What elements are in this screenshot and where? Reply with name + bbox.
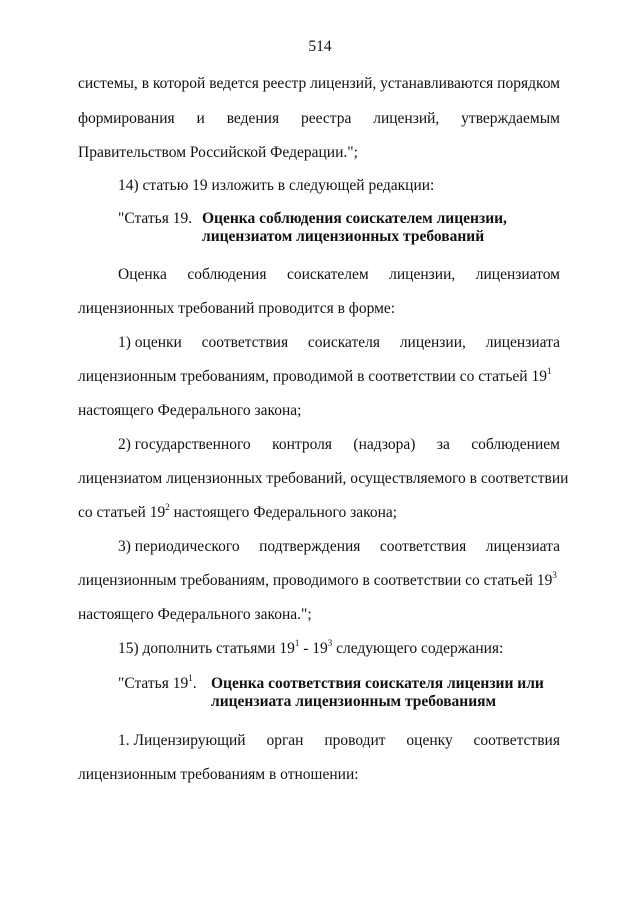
text-line-2 [78,110,560,128]
word: (надзора) [353,436,416,453]
text-line [118,732,560,750]
superscript: 1 [294,638,300,648]
text-segment: лицензионным требованиям, проводимой в соответствии со статьей 19 [78,368,547,385]
text-line [118,266,560,284]
text-line [78,368,560,386]
word: 1. Лицензирующий [118,732,246,749]
superscript: 1 [188,673,193,683]
word: лицензиатом [475,266,560,283]
word: которой [152,75,206,92]
word: проводит [324,732,386,749]
article-19-1-heading [118,675,560,713]
text-segment: 15) дополнить статьями 19 [118,640,295,657]
article-label: "Статья 19. [118,210,193,227]
word: устанавливаются [380,75,494,92]
amendment-15 [118,640,560,658]
text-segment: со статьей 19 [78,504,166,521]
article-19-heading [118,210,560,248]
word: орган [266,732,304,749]
article-title-cont: лицензиата лицензионным требованиям [211,693,497,710]
label-end: . [192,675,197,692]
text-line: лицензиатом лицензионных требований, осуществляемого в соответствии [78,470,569,487]
superscript: 3 [327,638,333,648]
text-segment: лицензионным требованиям, проводимого в соответствии со статьей 19 [78,572,553,589]
word: ведется [209,75,259,92]
word: оценку [406,732,453,749]
word: лицензии, [399,334,466,351]
word: соответствия [379,538,467,555]
list-item-2 [118,436,560,454]
word: 2) государственного [118,436,251,453]
word: соответствия [201,334,289,351]
word: соблюдения [187,266,267,283]
text-line [78,572,560,590]
superscript: 2 [165,502,170,512]
word: соискателя [307,334,380,351]
word: утверждаемым [461,110,560,127]
text-line-3: Правительством Российской Федерации."; [78,144,358,161]
word: соответствия [473,732,560,749]
word: соискателем [287,266,369,283]
label-text: "Статья 19 [118,675,189,692]
word: соблюдением [471,436,560,453]
word: формирования [78,110,175,127]
superscript: 3 [552,570,557,580]
page-number: 514 [308,38,332,55]
word: 1) оценки [118,334,182,351]
word: подтверждения [259,538,361,555]
word: за [436,436,450,453]
text-segment: - 19 [299,640,328,657]
word: и [196,110,205,127]
article-title-cont: лицензиатом лицензионных требований [202,228,485,245]
text-segment: следующего содержания: [332,640,504,657]
text-line: настоящего Федерального закона; [78,402,302,419]
list-item-1 [118,334,560,352]
word: контроля [272,436,333,453]
text-line: лицензионных требований проводится в форме: [78,300,396,317]
word: системы, [78,75,138,92]
text-line: настоящего Федерального закона."; [78,606,312,623]
text-line [78,504,560,522]
word: реестра [300,110,352,127]
article-title: Оценка соответствия соискателя лицензии или [211,675,544,692]
word: лицензиата [485,538,560,555]
word: Оценка [118,266,167,283]
word: порядком [497,75,560,92]
word: лицензий, [310,75,377,92]
word: 3) периодического [118,538,240,555]
superscript: 1 [546,366,552,376]
text-line-1 [78,75,560,93]
article-title: Оценка соблюдения соискателем лицензии, [202,210,507,227]
text-segment: настоящего Федерального закона; [169,504,398,521]
article-label [118,675,197,693]
list-item-3 [118,538,560,556]
amendment-14: 14) статью 19 изложить в следующей редакции: [118,177,435,194]
word: лицензиата [485,334,560,351]
text-line: лицензионным требованиям в отношении: [78,766,359,783]
word: реестр [262,75,307,92]
word: ведения [226,110,280,127]
word: лицензий, [373,110,440,127]
word: в [141,75,150,92]
word: лицензии, [389,266,456,283]
